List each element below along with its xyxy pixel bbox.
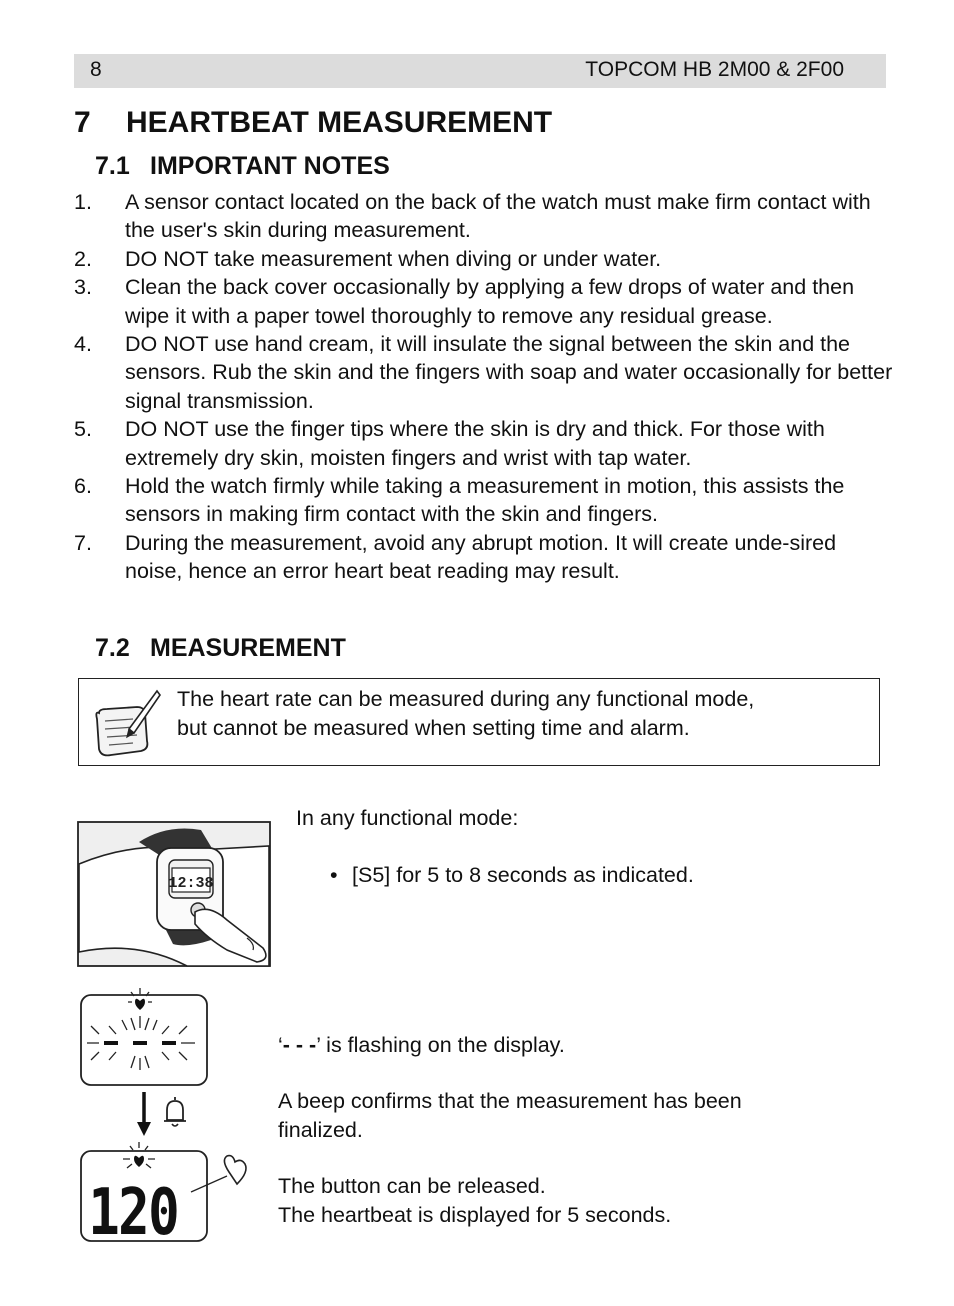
list-item — [74, 245, 894, 273]
page-number: 8 — [90, 58, 102, 81]
heart-outline-icon — [224, 1156, 246, 1184]
flash-text: ’ is flashing on the display. — [316, 1033, 565, 1057]
note-text — [177, 685, 754, 743]
flash-open-quote: ‘ — [278, 1033, 283, 1057]
important-notes-list — [74, 188, 894, 586]
subsection-number: 7.1 — [95, 152, 130, 180]
list-item — [74, 415, 894, 472]
section-number: 7 — [74, 106, 91, 139]
bullet-mark: • — [330, 863, 338, 887]
list-text: DO NOT use hand cream, it will insulate the signal between the skin and the sensors. Rub the skin and the fingers with soap and water occasionally for better signal transmission. — [125, 332, 893, 413]
list-item — [74, 529, 894, 586]
flash-line — [278, 1031, 565, 1060]
list-item — [74, 188, 894, 245]
beep-text — [278, 1087, 742, 1144]
list-number: 4. — [74, 332, 92, 357]
list-text: A sensor contact located on the back of the watch must make firm contact with the user's skin during measurement. — [125, 190, 871, 243]
list-text: DO NOT use the finger tips where the skin is dry and thick. For those with extremely dry skin, moisten fingers and wrist with tap water. — [125, 417, 825, 470]
subsection-title: MEASUREMENT — [150, 634, 346, 662]
note-pencil-icon — [89, 687, 161, 759]
list-item — [74, 273, 894, 330]
note-line: The heart rate can be measured during any functional mode, — [177, 687, 755, 711]
heartbeat-value: 120 — [88, 1174, 179, 1246]
beep-line: finalized. — [278, 1117, 363, 1142]
list-text: During the measurement, avoid any abrupt motion. It will create unde-sired noise, hence an error heart beat reading may result. — [125, 530, 837, 584]
list-number: 1. — [74, 190, 92, 214]
list-number: 5. — [74, 417, 92, 442]
arrow-down-icon — [136, 1092, 152, 1138]
subsection-heading-notes — [95, 152, 390, 181]
page-header — [74, 54, 886, 88]
subsection-title: IMPORTANT NOTES — [150, 152, 390, 180]
displayed-line: The heartbeat is displayed for 5 seconds. — [278, 1202, 672, 1227]
subsection-heading-measurement — [95, 634, 346, 663]
list-text: Clean the back cover occasionally by applying a few drops of water and then wipe it with a paper towel thoroughly to remove any residual grease. — [125, 275, 855, 328]
model-name: TOPCOM HB 2M00 & 2F00 — [585, 58, 844, 81]
watch-time-display: 12:38 — [168, 875, 214, 892]
subsection-number: 7.2 — [95, 634, 130, 662]
bell-icon — [162, 1094, 188, 1128]
step1-intro: In any functional mode: — [296, 806, 519, 830]
release-text — [278, 1172, 671, 1229]
flashing-display-illustration — [79, 986, 211, 1088]
step1-bullet: [S5] for 5 to 8 seconds as indicated. — [352, 863, 694, 887]
section-heading — [74, 106, 552, 140]
list-number: 2. — [74, 246, 92, 271]
release-line: The button can be released. — [278, 1174, 546, 1198]
step1-bullet-row — [330, 861, 694, 890]
result-display-illustration — [79, 1138, 251, 1246]
list-item — [74, 330, 894, 415]
note-box — [78, 678, 880, 766]
list-number: 6. — [74, 474, 92, 499]
section-title: HEARTBEAT MEASUREMENT — [126, 106, 553, 139]
list-item — [74, 472, 894, 529]
watch-wrist-illustration — [77, 820, 273, 970]
beep-line: A beep confirms that the measurement has been — [278, 1089, 742, 1113]
list-number: 7. — [74, 530, 92, 555]
list-number: 3. — [74, 275, 92, 300]
list-text: DO NOT take measurement when diving or under water. — [125, 246, 662, 271]
note-line: but cannot be measured when setting time and alarm. — [177, 716, 690, 740]
list-text: Hold the watch firmly while taking a measurement in motion, this assists the sensors in making firm contact with the skin and fingers. — [125, 474, 845, 527]
flash-symbol: - - - — [282, 1033, 317, 1057]
